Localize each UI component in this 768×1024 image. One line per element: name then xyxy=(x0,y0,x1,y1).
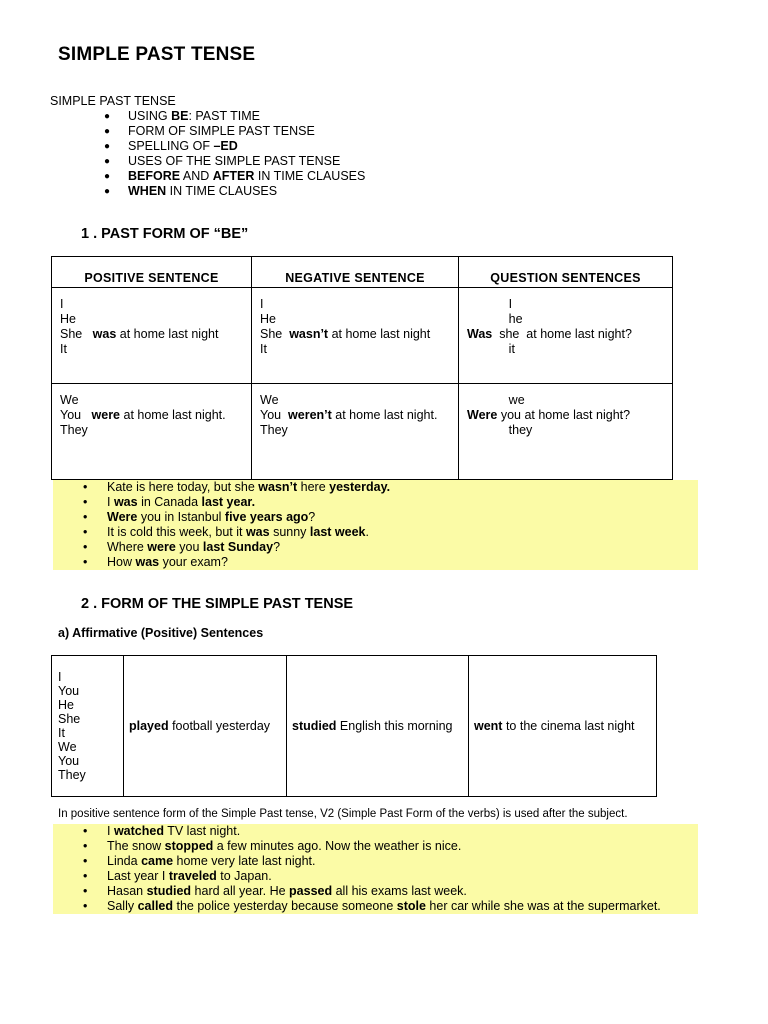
list-item: • Sally called the police yesterday because someone stole her car while she was at the supermarket. xyxy=(83,899,661,913)
verb-cell: played football yesterday xyxy=(124,656,287,797)
bullet-icon: ● xyxy=(104,171,111,182)
toc-item: ● USING BE: PAST TIME xyxy=(104,109,260,123)
bullet-icon: • xyxy=(83,510,88,524)
usage-note: In positive sentence form of the Simple Past tense, V2 (Simple Past Form of the verbs) is used after the subject. xyxy=(58,808,628,820)
toc-item: ● SPELLING OF –ED xyxy=(104,139,238,153)
bullet-icon: • xyxy=(83,555,88,569)
v2-examples-list xyxy=(53,824,698,914)
bullet-icon: • xyxy=(83,824,88,838)
bullet-icon: • xyxy=(83,480,88,494)
list-item: • The snow stopped a few minutes ago. Now the weather is nice. xyxy=(83,839,462,853)
list-item: • Were you in Istanbul five years ago? xyxy=(83,510,316,524)
section1-heading: 1 . PAST FORM OF “BE” xyxy=(81,226,249,242)
table-of-contents xyxy=(104,109,365,199)
list-item: • Hasan studied hard all year. He passed all his exams last week. xyxy=(83,884,467,898)
bullet-icon: • xyxy=(83,525,88,539)
bullet-icon: ● xyxy=(104,156,111,167)
bullet-icon: • xyxy=(83,854,88,868)
pronoun: He xyxy=(58,698,74,712)
toc-title: SIMPLE PAST TENSE xyxy=(50,94,176,108)
pronoun: It xyxy=(58,726,65,740)
list-item: • Linda came home very late last night. xyxy=(83,854,316,868)
section2-heading: 2 . FORM OF THE SIMPLE PAST TENSE xyxy=(81,596,354,612)
pronoun-cell xyxy=(52,656,124,797)
section2-subheading: a) Affirmative (Positive) Sentences xyxy=(58,626,264,640)
list-item: • It is cold this week, but it was sunny last week. xyxy=(83,525,369,539)
verb-cell: went to the cinema last night xyxy=(469,656,657,797)
bullet-icon: • xyxy=(83,839,88,853)
be-form-table xyxy=(51,256,673,480)
table-cell: I He She was at home last night It xyxy=(52,288,252,384)
list-item: • How was your exam? xyxy=(83,555,228,569)
bullet-icon: • xyxy=(83,869,88,883)
be-examples-list xyxy=(53,480,698,570)
table-row xyxy=(52,384,673,480)
pronoun: She xyxy=(58,712,81,726)
bullet-icon: • xyxy=(83,495,88,509)
table-cell: We You weren’t at home last night. They xyxy=(252,384,459,480)
list-item: • Where were you last Sunday? xyxy=(83,540,281,554)
table-row xyxy=(52,288,673,384)
bullet-icon: ● xyxy=(104,141,111,152)
bullet-icon: • xyxy=(83,884,88,898)
toc-item: ● WHEN IN TIME CLAUSES xyxy=(104,184,278,198)
toc-item: ● BEFORE AND AFTER IN TIME CLAUSES xyxy=(104,169,366,183)
list-item: • Kate is here today, but she wasn’t here yesterday. xyxy=(83,480,391,494)
column-header: QUESTION SENTENCES xyxy=(459,257,673,288)
bullet-icon: ● xyxy=(104,186,111,197)
pronoun: I xyxy=(58,670,62,684)
toc-item: ● FORM OF SIMPLE PAST TENSE xyxy=(104,124,315,138)
table-cell: I he Was she at home last night? it xyxy=(459,288,673,384)
list-item: • Last year I traveled to Japan. xyxy=(83,869,272,883)
bullet-icon: ● xyxy=(104,111,111,122)
list-item: • I was in Canada last year. xyxy=(83,495,256,509)
table-cell: I He She wasn’t at home last night It xyxy=(252,288,459,384)
affirmative-table xyxy=(51,655,657,797)
list-item: • I watched TV last night. xyxy=(83,824,241,838)
column-header: POSITIVE SENTENCE xyxy=(52,257,252,288)
bullet-icon: ● xyxy=(104,126,111,137)
table-cell: we Were you at home last night? they xyxy=(459,384,673,480)
page-title: SIMPLE PAST TENSE xyxy=(58,44,256,65)
column-header: NEGATIVE SENTENCE xyxy=(252,257,459,288)
bullet-icon: • xyxy=(83,899,88,913)
table-cell: We You were at home last night. They xyxy=(52,384,252,480)
pronoun: They xyxy=(58,768,86,782)
pronoun: We xyxy=(58,740,77,754)
pronoun: You xyxy=(58,754,80,768)
bullet-icon: • xyxy=(83,540,88,554)
toc-item: ● USES OF THE SIMPLE PAST TENSE xyxy=(104,154,341,168)
verb-cell: studied English this morning xyxy=(287,656,469,797)
pronoun: You xyxy=(58,684,80,698)
